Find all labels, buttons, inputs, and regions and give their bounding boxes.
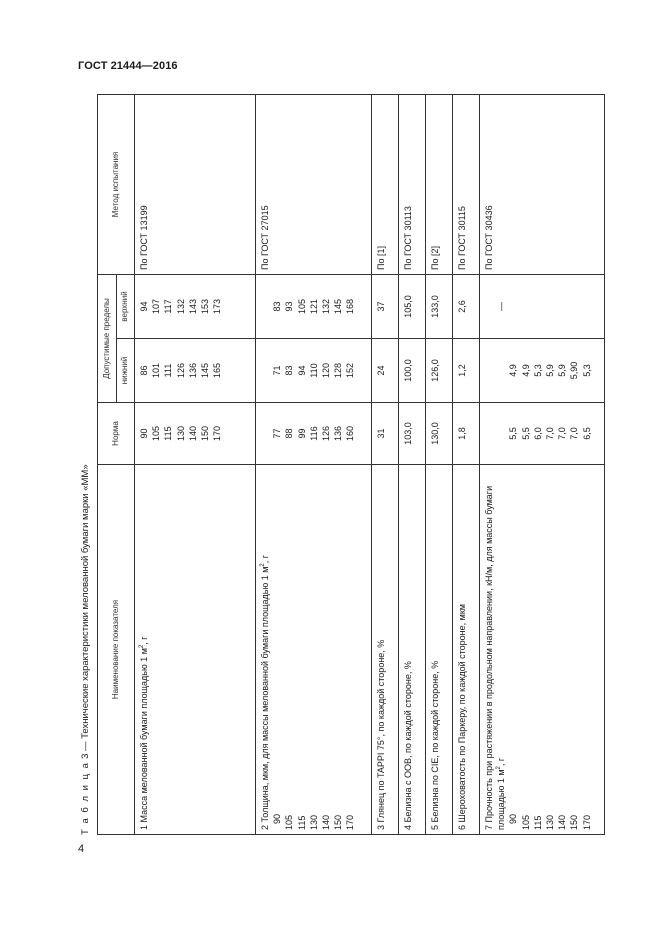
rotated-table-area xyxy=(78,95,618,835)
row7-method: По ГОСТ 30436 xyxy=(480,94,605,274)
row1-name: 1 Масса мелованной бумаги площадью 1 $м^2$, г xyxy=(135,465,256,835)
row1-method: По ГОСТ 13199 xyxy=(135,94,256,274)
table-row xyxy=(453,94,480,834)
table-row xyxy=(372,94,399,834)
col-header-method: Метод испытания xyxy=(98,94,135,274)
row5-name: 5 Белизна по CIE, по каждой стороне, % xyxy=(426,465,453,835)
page-number: 4 xyxy=(78,843,85,855)
row4-lower: 100,0 xyxy=(399,339,426,403)
row3-method: По [1] xyxy=(372,94,399,274)
row6-name: 6 Шероховатость по Паркеру, по каждой стороне, мкм xyxy=(453,465,480,835)
row2-name: 2 Толщина, мкм, для массы мелованной бумаги площадью 1 $м^2$, г 90 105 115 130 140 150 170 xyxy=(256,465,372,835)
row7-name: 7 Прочность при растяжении в продольном направлении, кН/м, для массы бумаги площадью 1 $м^2$, г 90 105 115 130 140 150 170 xyxy=(480,465,605,835)
table-header xyxy=(98,94,135,834)
row5-lower: 126,0 xyxy=(426,339,453,403)
row2-method: По ГОСТ 27015 xyxy=(256,94,372,274)
col-header-lower: нижний xyxy=(116,339,135,403)
row2-norm: 77 88 99 116 126 136 160 xyxy=(256,403,372,465)
table-row xyxy=(135,94,256,834)
row6-method: По ГОСТ 30115 xyxy=(453,94,480,274)
row2-lower: 71 83 94 110 120 128 152 xyxy=(256,339,372,403)
table-caption xyxy=(78,95,94,835)
row5-norm: 130,0 xyxy=(426,403,453,465)
row2-upper: 83 93 105 121 132 145 168 xyxy=(256,274,372,338)
row6-upper: 2,6 xyxy=(453,274,480,338)
table-row xyxy=(426,94,453,834)
caption-prefix: Т а б л и ц а xyxy=(80,761,91,835)
row6-lower: 1,2 xyxy=(453,339,480,403)
characteristics-table xyxy=(97,94,605,835)
table-row xyxy=(399,94,426,834)
row7-lower: 4,9 4,9 5,3 5,9 5,9 5,90 5,3 xyxy=(480,339,605,403)
col-header-limits: Допустимые пределы xyxy=(98,274,117,402)
row3-name: 3 Глянец по TAPPI 75°, по каждой стороне, % xyxy=(372,465,399,835)
row5-upper: 133,0 xyxy=(426,274,453,338)
row1-lower: 86 101 111 126 136 145 165 xyxy=(135,339,256,403)
row3-norm: 31 xyxy=(372,403,399,465)
landscape-page xyxy=(78,95,618,835)
col-header-upper: верхний xyxy=(116,274,135,338)
row4-name: 4 Белизна с ООВ, по каждой стороне, % xyxy=(399,465,426,835)
table-row xyxy=(256,94,372,834)
row3-upper: 37 xyxy=(372,274,399,338)
row3-lower: 24 xyxy=(372,339,399,403)
row7-norm: 5,5 5,5 6,0 7,0 7,0 7,0 6,5 xyxy=(480,403,605,465)
row4-norm: 103,0 xyxy=(399,403,426,465)
row4-upper: 105,0 xyxy=(399,274,426,338)
row7-upper: — xyxy=(480,274,605,338)
table-row xyxy=(480,94,605,834)
col-header-name: Наименование показателя xyxy=(98,465,135,835)
caption-text: 3 — Технические характеристики мелованной бумаги марки «ММ» xyxy=(80,464,91,762)
document-title: ГОСТ 21444—2016 xyxy=(78,60,178,72)
row1-norm: 90 105 115 130 140 150 170 xyxy=(135,403,256,465)
row6-norm: 1,8 xyxy=(453,403,480,465)
row1-upper: 94 107 117 132 143 153 173 xyxy=(135,274,256,338)
col-header-norm: Норма xyxy=(98,403,135,465)
row5-method: По [2] xyxy=(426,94,453,274)
row4-method: По ГОСТ 30113 xyxy=(399,94,426,274)
